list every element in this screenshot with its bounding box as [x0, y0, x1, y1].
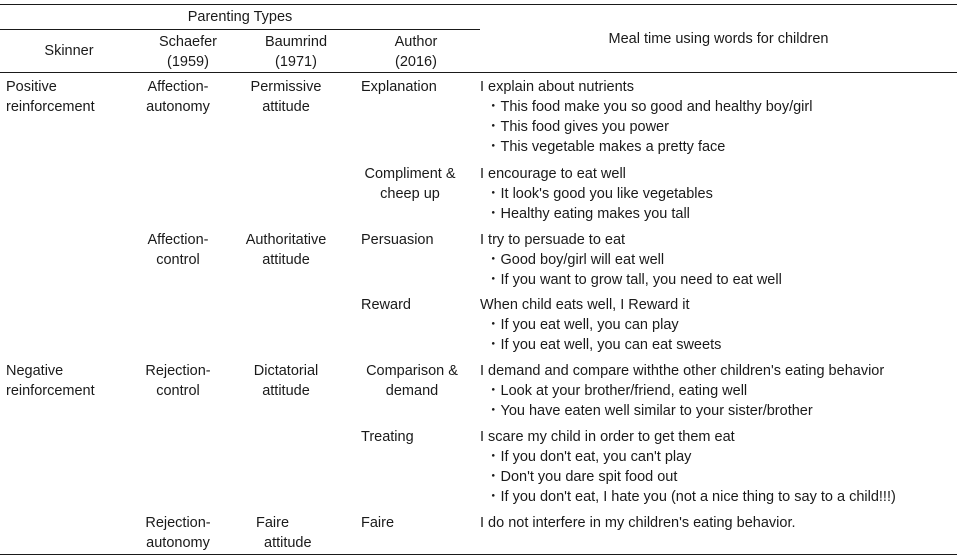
meal-bullet: ・If you want to grow tall, you need to eat well [486, 272, 782, 288]
meal-bullet: ・If you eat well, you can play [486, 317, 679, 333]
bottom-rule [0, 554, 957, 555]
meal-main-text: When child eats well, I Reward it [480, 297, 690, 313]
top-rule [0, 4, 957, 5]
baumrind-header-line: Baumrind [264, 34, 328, 50]
baumrind-line: attitude [262, 99, 310, 115]
skinner-positive [6, 77, 95, 117]
author-line: Faire [361, 515, 395, 531]
author-line: Reward [361, 297, 411, 313]
schaefer-header-line: Schaefer [158, 34, 218, 50]
meal-bullet: ・If you eat well, you can eat sweets [486, 337, 722, 353]
author-header-line: (2016) [395, 54, 437, 70]
author-cell [361, 513, 394, 533]
meal-bullet: ・It look's good you like vegetables [486, 186, 713, 202]
schaefer-line: control [156, 383, 200, 399]
schaefer-line: autonomy [146, 99, 210, 115]
skinner-line: Positive [6, 79, 57, 95]
baumrind-line: attitude [262, 383, 310, 399]
schaefer-header-line: (1959) [167, 54, 209, 70]
meal-bullet: ・You have eaten well similar to your sister/brother [486, 403, 813, 419]
baumrind-cell [256, 513, 312, 553]
author-line: Persuasion [361, 232, 434, 248]
meal-bullet: ・This food make you so good and healthy boy/girl [486, 99, 813, 115]
author-cell [361, 427, 414, 447]
meal-words-cell [480, 513, 796, 533]
baumrind-line: Authoritative [245, 232, 327, 248]
schaefer-line: Rejection- [145, 515, 211, 531]
schaefer-line: Affection- [147, 79, 209, 95]
meal-bullet: ・This food gives you power [486, 119, 669, 135]
parenting-types-header: Parenting Types [187, 9, 293, 25]
meal-bullet: ・If you don't eat, I hate you (not a nice thing to say to a child!!!) [486, 489, 896, 505]
baumrind-line: Permissive [250, 79, 322, 95]
meal-words-cell [480, 77, 812, 157]
baumrind-header-line: (1971) [275, 54, 317, 70]
schaefer-line: Rejection- [145, 363, 211, 379]
meal-main-text: I try to persuade to eat [480, 232, 626, 248]
baumrind-cell [238, 77, 334, 117]
author-line: Compliment & [364, 166, 456, 182]
skinner-line: reinforcement [6, 383, 95, 399]
meal-main-text: I do not interfere in my children's eating behavior. [480, 515, 796, 531]
author-line: Comparison & [366, 363, 458, 379]
author-line: Treating [361, 429, 414, 445]
meal-main-text: I explain about nutrients [480, 79, 634, 95]
baumrind-cell [238, 361, 334, 401]
meal-bullet: ・Look at your brother/friend, eating well [486, 383, 748, 399]
meal-bullet: ・This vegetable makes a pretty face [486, 139, 726, 155]
baumrind-header [248, 32, 344, 72]
skinner-header: Skinner [44, 43, 94, 59]
skinner-line: reinforcement [6, 99, 95, 115]
baumrind-line: Faire [256, 515, 290, 531]
author-line: demand [385, 383, 439, 399]
meal-words-cell [480, 427, 896, 507]
schaefer-cell [130, 77, 226, 117]
baumrind-line: attitude [262, 252, 310, 268]
meal-main-text: I scare my child in order to get them eat [480, 429, 735, 445]
baumrind-line: Dictatorial [253, 363, 319, 379]
author-line: cheep up [380, 186, 440, 202]
schaefer-header [140, 32, 236, 72]
meal-bullet: ・Good boy/girl will eat well [486, 252, 665, 268]
meal-words-cell [480, 361, 884, 421]
schaefer-cell [130, 513, 226, 553]
baumrind-cell [238, 230, 334, 270]
author-cell [361, 77, 437, 97]
schaefer-line: autonomy [146, 535, 210, 551]
meal-main-text: I encourage to eat well [480, 166, 626, 182]
author-cell [361, 295, 411, 315]
header-bottom-rule [0, 72, 957, 73]
schaefer-cell [130, 230, 226, 270]
author-line: Explanation [361, 79, 437, 95]
parenting-types-rule [0, 29, 480, 30]
meal-main-text: I demand and compare withthe other children's eating behavior [480, 363, 885, 379]
meal-bullet: ・Healthy eating makes you tall [486, 206, 690, 222]
author-cell [356, 361, 468, 401]
schaefer-line: Affection- [147, 232, 209, 248]
baumrind-line: attitude [264, 535, 312, 551]
meal-bullet: ・If you don't eat, you can't play [486, 449, 692, 465]
meal-words-cell [480, 230, 782, 290]
schaefer-cell [130, 361, 226, 401]
skinner-line: Negative [6, 363, 64, 379]
author-cell [361, 230, 434, 250]
schaefer-line: control [156, 252, 200, 268]
author-header-line: Author [394, 34, 438, 50]
author-header [356, 32, 476, 72]
meal-words-header: Meal time using words for children [608, 31, 829, 47]
author-cell [356, 164, 464, 204]
skinner-negative [6, 361, 95, 401]
meal-words-cell [480, 164, 713, 224]
meal-words-cell [480, 295, 721, 355]
meal-bullet: ・Don't you dare spit food out [486, 469, 678, 485]
